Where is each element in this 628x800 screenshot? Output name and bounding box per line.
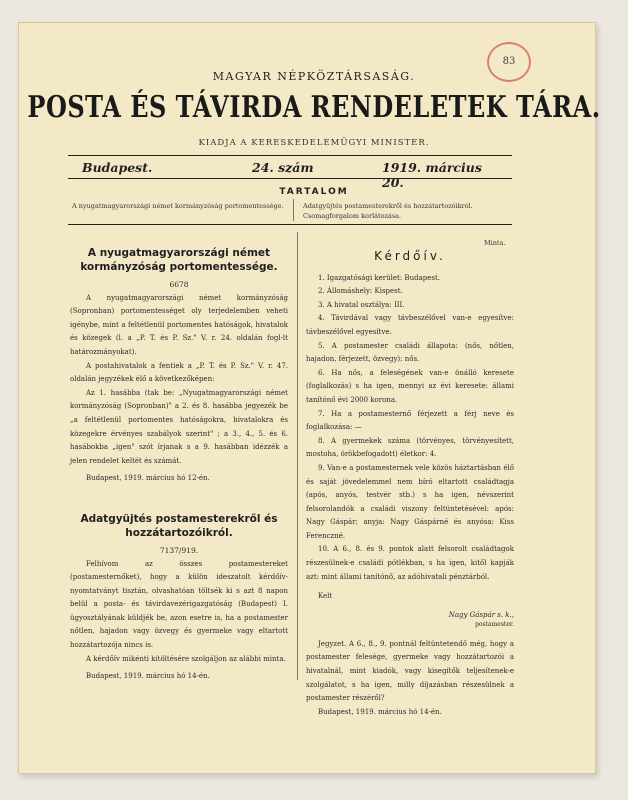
question-item: 9. Van-e a postamesternek vele közös háztartásban élő és saját jövedelemmel nem bíró eltartott családtagja (após, anyós, testvér stb.) s ha igen, névszerint felsorolandók a családi viszony feltüntetésével: após: Nagy Gáspár; anyja: Nagy Gáspárné és anyósa: Kiss Ferenczné. xyxy=(306,463,514,540)
masthead-title: POSTA ÉS TÁVIRDA RENDELETEK TÁRA. xyxy=(27,88,601,125)
article2-signoff: Budapest, 1919. március hó 14-én. xyxy=(86,672,210,681)
question-item: 10. A 6., 8. és 9. pontok alatt felsorolt családtagok részesülnek-e családi pótlékban, s ha igen, kitől kapják azt: mint állami tanítónő, az adóhivatali pénztárból. xyxy=(306,545,514,581)
question-item: 1. Igazgatósági kerület: Budapest. xyxy=(318,273,440,282)
questionnaire-note: Jegyzet. A 6., 8., 9. pontnál feltüntetendő még, hogy a postamester felesége, gyermeke vagy hozzátartozói a hivatalnál, mint kiadók, vagy kisegítők teljesítenek-e szolgálatot, s ha igen, milly díjazásban részesülnek a postamester részéről? xyxy=(306,639,514,703)
header-rule-top xyxy=(68,155,512,156)
page-number-stamp: 83 xyxy=(487,42,531,82)
question-item: 7. Ha a postamesternő férjezett a férj neve és foglalkozása: — xyxy=(306,409,514,432)
questionnaire-title: Kérdőív. xyxy=(374,249,446,263)
question-item: 5. A postamester családi állapota: (nős, nőtlen, hajadon, férjezett, özvegy): nős. xyxy=(306,341,514,364)
left-column xyxy=(70,246,288,684)
question-item: 3. A hivatal osztálya: III. xyxy=(318,300,405,309)
issue-date: 1919. március 20. xyxy=(382,160,482,190)
right-column xyxy=(306,250,514,719)
article2-heading: Adatgyüjtés postamesterekről és hozzátartozóikról. xyxy=(80,512,278,539)
signature-title: postamester. xyxy=(475,620,514,628)
toc-divider xyxy=(293,199,294,221)
article1-paragraph-1: A nyugatmagyarországi német kormányzóság (Sopronban) portomentességet oly terjedelemben veheti igénybe, mint a feltétlenül portomentes hatóságok, hivatalok és közegek (l. a „P. T. és P. Sz." V. r. 24. oldalán fogl-lt határozmányokat). xyxy=(70,293,288,356)
article2-number: 7137/919. xyxy=(159,545,199,555)
issue-city: Budapest. xyxy=(82,160,153,175)
article1-paragraph-2: A postahivatalok a fentiek a „P. T. és P. Sz." V. r. 47. oldalán jegyzékek élő a következőképen: xyxy=(70,361,288,384)
article2-paragraph-1: Felhívom az összes postamestereket (postamesternőket), hogy a külön ideszatolt kérdőív-nyomtatványt tisztán, olvashatóan töltsék ki s azt 8 napon belül a posta- és távirdavezérigazgatóság (Budapest) I. ügyosztályának küldjék be, azon esetre is, ha a postamester nőtlen, hajadon vagy özvegy és gyermeke vagy eltartott hozzátartozója nincs is. xyxy=(70,559,288,650)
article1-paragraph-3: Az 1. hasábba (tak be: „Nyugatmagyarországi német kormányzóság (Sopronban)" a 2. és 8. hasábba jegyezék be „a feltétlenül portomentes hatóságokra, hivatalokra és közegekre érvényes szabályok szerint" ; a 3., 4., 5. és 6. hasábokba „igen" szót írjanak s a 9. hasábban idézzék a jelen rendelet keltét és számát. xyxy=(70,388,288,465)
question-item: 8. A gyermekek száma (törvényes, törvényesített, mostoha, örökbefogadott) életkor: 4. xyxy=(306,436,514,459)
masthead-publisher: KIADJA A KERESKEDELEMÜGYI MINISTER. xyxy=(198,138,430,148)
issue-number: 24. szám xyxy=(252,160,314,175)
toc-left: A nyugatmagyarországi német kormányzóság portomentessége. xyxy=(72,202,284,210)
article1-number: 6678 xyxy=(169,280,189,289)
question-item: 4. Távirdával vagy távbeszélővel van-e egyesítve: távbeszélővel egyesítve. xyxy=(306,314,514,336)
article2-paragraph-2: A kérdőív mikénti kitöltésére szolgáljon az alábbi minta. xyxy=(86,654,286,663)
question-item: 2. Állomáshely: Kispest. xyxy=(318,287,403,296)
toc-rule xyxy=(68,224,512,225)
toc-title: TARTALOM xyxy=(279,187,349,197)
kelt-line: Kelt xyxy=(318,592,333,601)
article1-signoff: Budapest, 1919. március hó 12-én. xyxy=(86,474,210,483)
article1-heading: A nyugatmagyarországi német kormányzóság portomentessége. xyxy=(80,247,278,273)
column-divider xyxy=(297,232,298,680)
masthead-republic: MAGYAR NÉPKÖZTÁRSASÁG. xyxy=(212,70,416,83)
sample-label: Minta. xyxy=(484,239,506,247)
toc-right: Adatgyüjtés postamesterekről és hozzátartozóikról. Csomagforgalom korlátozása. xyxy=(303,202,473,220)
header-rule-bottom xyxy=(68,178,512,179)
questionnaire-signoff: Budapest, 1919. március hó 14-én. xyxy=(318,707,442,716)
signature-name: Nagy Gáspár s. k., xyxy=(448,610,514,619)
question-item: 6. Ha nős, a feleségének van-e önálló keresete (foglalkozás) s ha igen, mennyi az évi keresete: állami tanítónő évi 2000 korona. xyxy=(306,368,514,404)
